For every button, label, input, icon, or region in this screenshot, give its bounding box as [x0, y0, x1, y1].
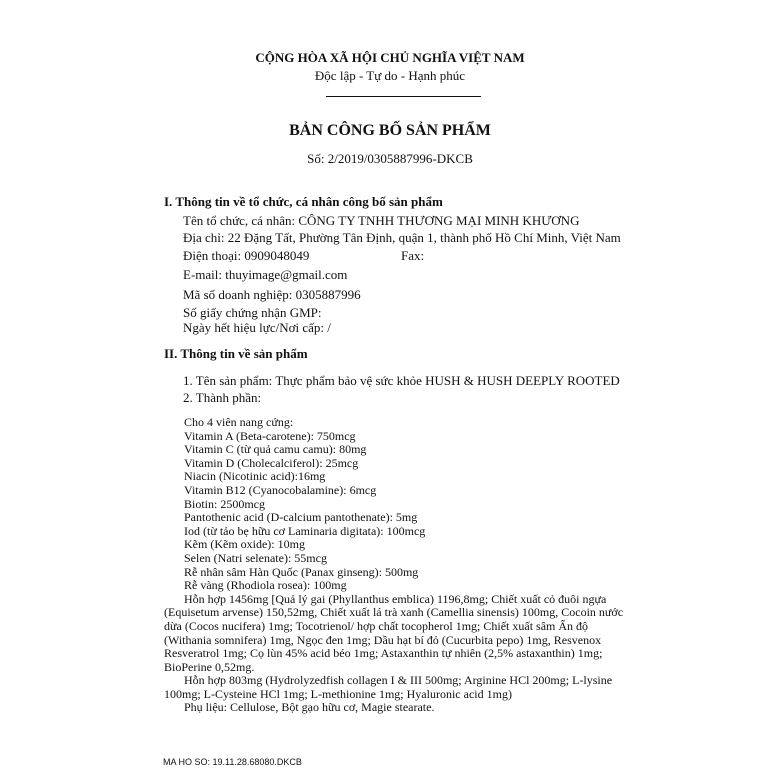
blend2-line: Hỗn hợp 803mg (Hydrolyzedfish collagen I & III 500mg; Arginine HCl 200mg; L-lysine: [184, 673, 613, 688]
ingredient-line: Niacin (Nicotinic acid):16mg: [184, 469, 326, 484]
org-phone: Điện thoại: 0909048049: [183, 248, 310, 263]
ingredient-line: Rễ nhân sâm Hàn Quốc (Panax ginseng): 500mg: [184, 564, 419, 579]
country-heading: CỘNG HÒA XÃ HỘI CHỦ NGHĨA VIỆT NAM: [255, 50, 525, 65]
gmp-certificate: Số giấy chứng nhận GMP:: [183, 305, 322, 320]
motto: Độc lập - Tự do - Hạnh phúc: [314, 68, 466, 83]
ingredient-line: Vitamin D (Cholecalciferol): 25mcg: [184, 455, 359, 470]
ingredient-line: Rễ vàng (Rhodiola rosea): 100mg: [184, 578, 347, 593]
ingredient-line: Vitamin C (từ quả camu camu): 80mg: [184, 442, 367, 457]
blend1-line: dừa (Cocos nucifera) 1mg; Tocotrienol/ hợp chất tocopherol 1mg; Chiết xuất sâm Ấn độ: [164, 618, 589, 633]
ingredient-line: Biotin: 2500mcg: [184, 496, 265, 511]
header-divider: [326, 96, 481, 97]
section2-heading: II. Thông tin về sản phẩm: [164, 346, 308, 361]
ingredient-line: Selen (Natri selenate): 55mcg: [184, 550, 327, 565]
ingredient-line: Cho 4 viên nang cứng:: [184, 415, 294, 429]
product-name: 1. Tên sản phẩm: Thực phẩm bảo vệ sức khỏe HUSH & HUSH DEEPLY ROOTED: [183, 373, 620, 388]
org-fax: Fax:: [401, 248, 425, 263]
ingredient-line: Vitamin B12 (Cyanocobalamine): 6mcg: [184, 482, 377, 497]
ingredient-line: Iod (từ tảo bẹ hữu cơ Laminaria digitata): 100mcg: [184, 523, 426, 538]
org-address: Địa chỉ: 22 Đặng Tất, Phường Tân Định, quận 1, thành phố Hồ Chí Minh, Việt Nam: [183, 230, 621, 245]
ingredient-line: Vitamin A (Beta-carotene): 750mcg: [184, 428, 356, 443]
record-code-footer: MA HO SO: 19.11.28.68080.DKCB: [163, 757, 302, 767]
ingredients-list: [164, 416, 684, 715]
business-code: Mã số doanh nghiệp: 0305887996: [183, 287, 361, 302]
ingredient-line: Kẽm (Kẽm oxide): 10mg: [184, 537, 305, 552]
composition-label: 2. Thành phần:: [183, 390, 262, 405]
blend1-line: (Withania somnifera) 1mg, Ngọc đen 1mg; Dầu hạt bí đỏ (Cucurbita pepo) 1mg, Resvenox: [164, 632, 602, 647]
certificate-expiry: Ngày hết hiệu lực/Nơi cấp: /: [183, 320, 331, 335]
org-email: E-mail: thuyimage@gmail.com: [183, 267, 348, 282]
org-name: Tên tổ chức, cá nhân: CÔNG TY TNHH THƯƠNG MẠI MINH KHƯƠNG: [183, 213, 580, 228]
document-number: Số: 2/2019/0305887996-DKCB: [307, 151, 473, 166]
blend1-line: BioPerine 0,52mg.: [164, 659, 255, 674]
document-title: BẢN CÔNG BỐ SẢN PHẨM: [289, 122, 491, 139]
blend2-line: 100mg; L-Cysteine HCl 1mg; L-methionine 1mg; Hyaluronic acid 1mg): [164, 686, 512, 701]
blend1-line: (Equisetum arvense) 150,52mg, Chiết xuất lá trà xanh (Camellia sinensis) 100mg, Cocoin nước: [164, 605, 624, 620]
blend1-line: Hỗn hợp 1456mg [Quả lý gai (Phyllanthus emblica) 1196,8mg; Chiết xuất cỏ đuôi ngựa: [184, 591, 607, 606]
section1-heading: I. Thông tin về tổ chức, cá nhân công bố sản phẩm: [164, 194, 443, 209]
excipients-line: Phụ liệu: Cellulose, Bột gạo hữu cơ, Magie stearate.: [184, 700, 435, 715]
blend1-line: Resveratrol 1mg; Cọ lùn 45% acid béo 1mg; Astaxanthin tự nhiên (2,5% astaxanthin) 1mg;: [164, 646, 603, 661]
ingredient-line: Pantothenic acid (D-calcium pantothenate): 5mg: [184, 510, 418, 525]
